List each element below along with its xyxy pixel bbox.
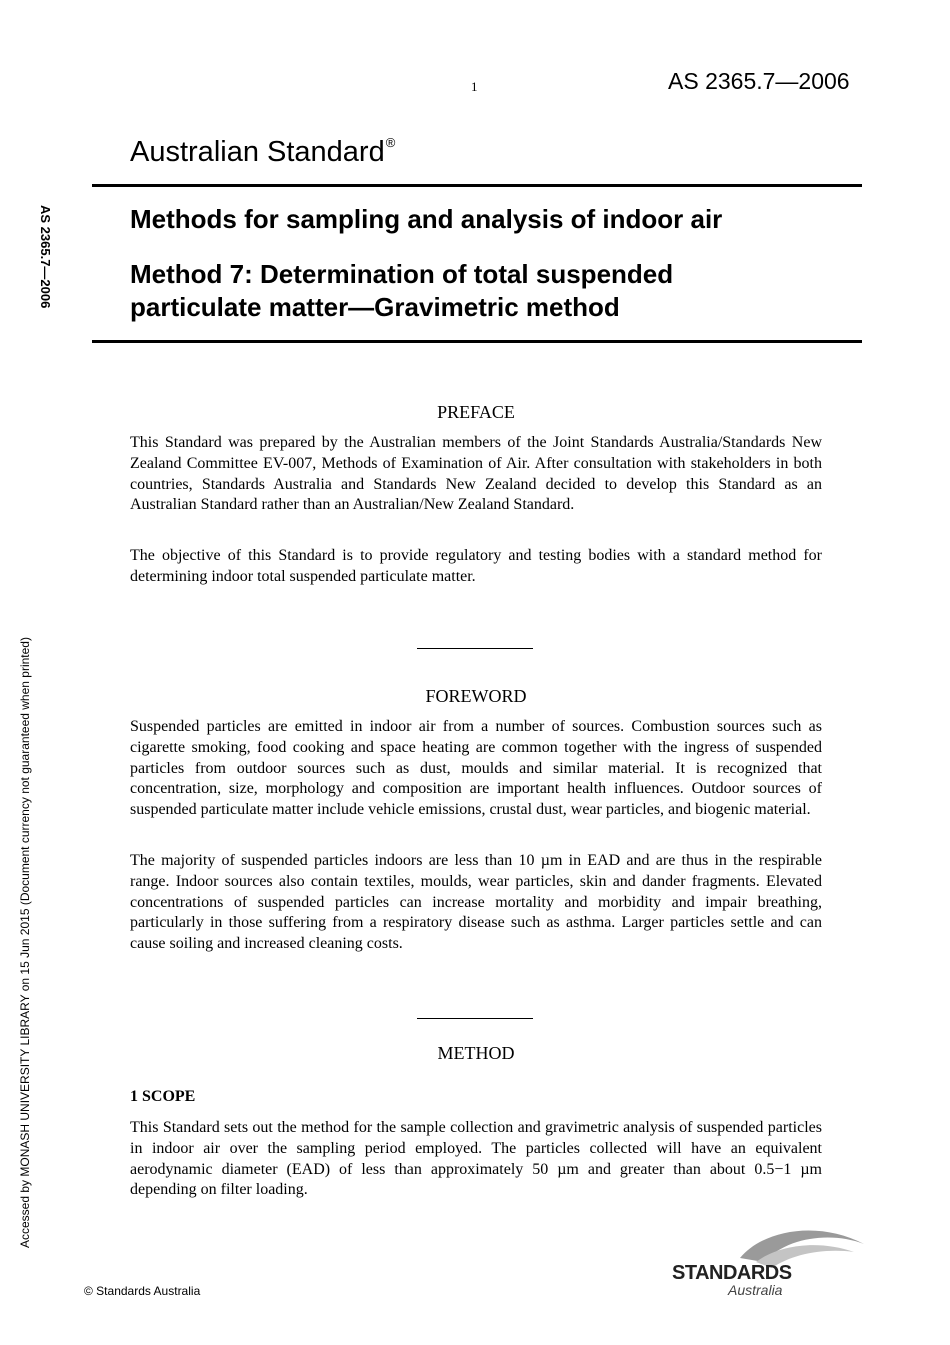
- method-title-line-2: particulate matter—Gravimetric method: [130, 292, 620, 322]
- copyright-notice: © Standards Australia: [84, 1284, 201, 1298]
- scope-paragraph: This Standard sets out the method for the sample collection and gravimetric analysis of suspended particles in indoor air over the sampling period employed. The particles collected will have an equivalent aerodynamic diameter (EAD) of less than approximately 50 µm and greater than about 0.5−1 µm depending on filter loading.: [130, 1119, 822, 1199]
- side-document-code: AS 2365.7—2006: [38, 205, 53, 309]
- foreword-paragraph: The majority of suspended particles indoors are less than 10 µm in EAD and are thus in the respirable range. Indoor sources also contain textiles, moulds, wear particles, skin and dander fragments. Elevated concentrations of suspended particles can increase mortality and morbidity and impair breathing, particularly in those suffering from a respiratory disease such as asthma. Larger particles settle and can cause soiling and increased cleaning costs.: [130, 852, 822, 953]
- method-title: [130, 258, 850, 324]
- preface-paragraph: This Standard was prepared by the Australian members of the Joint Standards Australia/Standards New Zealand Committee EV-007, Methods of Examination of Air. After consultation with stakeholders in both countries, Standards Australia and Standards New Zealand decided to develop this Standard as an Australian Standard rather than an Australian/New Zealand Standard.: [130, 434, 822, 514]
- standards-australia-logo: [668, 1222, 868, 1300]
- logo-primary-text: STANDARDS: [672, 1262, 792, 1284]
- title-bottom-rule: [92, 340, 862, 343]
- foreword-paragraph: Suspended particles are emitted in indoor air from a number of sources. Combustion sources such as cigarette smoking, food cooking and space heating are common together with the ingress of suspended particles from outdoor sources such as dust, moulds and similar material. It is recognized that concentration, size, morphology and composition are important health influences. Outdoor sources of suspended particulate matter include vehicle emissions, crustal dust, wear particles, and biogenic material.: [130, 718, 822, 819]
- access-notice: Accessed by MONASH UNIVERSITY LIBRARY on 15 Jun 2015 (Document currency not guaranteed when printed): [18, 637, 32, 1248]
- standard-label-text: Australian Standard: [130, 136, 385, 168]
- section-separator: [417, 648, 533, 649]
- page-number: 1: [471, 79, 478, 94]
- document-title: Methods for sampling and analysis of indoor air: [130, 204, 723, 234]
- method-title-line-1: Method 7: Determination of total suspended: [130, 259, 674, 289]
- preface-heading: PREFACE: [437, 402, 515, 422]
- section-separator: [417, 1018, 533, 1019]
- registered-mark: ®: [385, 135, 396, 150]
- logo-secondary-text: Australia: [728, 1282, 783, 1298]
- scope-heading: 1 SCOPE: [130, 1088, 196, 1105]
- standard-label: [130, 135, 395, 169]
- foreword-heading: FOREWORD: [425, 686, 527, 706]
- preface-paragraph: The objective of this Standard is to provide regulatory and testing bodies with a standard method for determining indoor total suspended particulate matter.: [130, 547, 822, 585]
- method-heading: METHOD: [437, 1043, 515, 1063]
- document-code: AS 2365.7—2006: [668, 68, 850, 94]
- title-top-rule: [92, 184, 862, 187]
